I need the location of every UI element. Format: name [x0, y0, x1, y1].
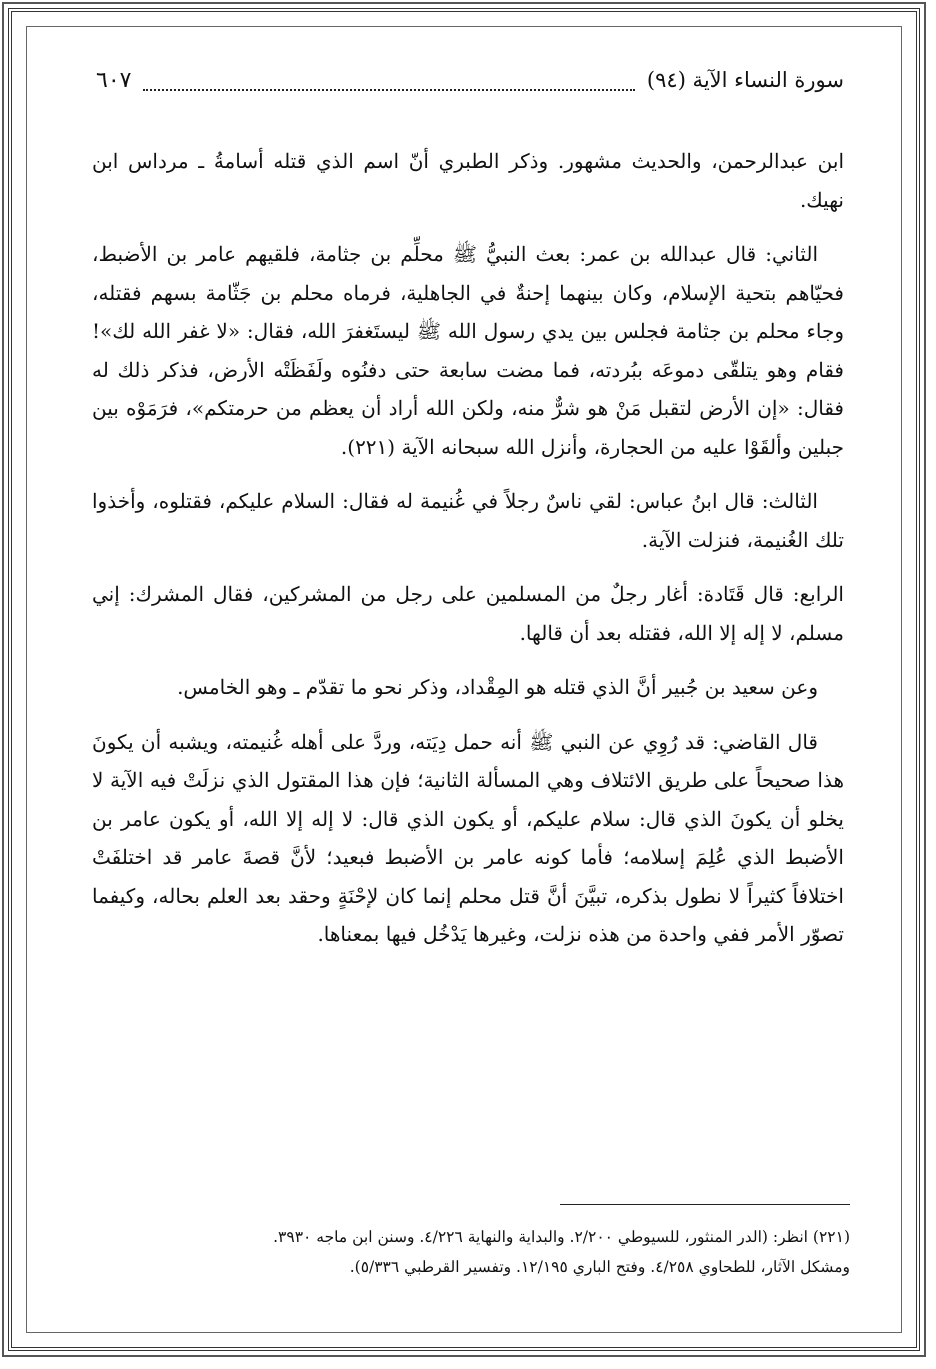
surah-title: سورة النساء الآية (٩٤)	[646, 68, 844, 92]
footnote-separator	[560, 1204, 850, 1205]
page-number: ٦٠٧	[96, 67, 132, 93]
paragraph-qadi-comment: قال القاضي: قد رُوِي عن النبي ﷺ أنه حمل دِيَته، وردَّ على أهله غُنيمته، ويشبه أن يكونَ هذا صحيحاً على طريق الائتلاف وهي المسألة الثانية؛ فإن هذا المقتول الذي نزلَتْ فيه الآية لا يخلو أن يكونَ الذي قال: سلام عليكم، أو يكون الذي قال: لا إله إلا الله، أو يكون عامر بن الأضبط الذي عُلِمَ إسلامه؛ فأما كونه عامر بن الأضبط فبعيد؛ لأنَّ قصةَ عامر قد اختلفَتْ اختلافاً كثيراً لا نطول بذكره، تبيَّنَ أنَّ قتل محلم إنما كان لإحْنَةٍ وحقد بعد العلم بحاله، وكيفما تصوّر الأمر ففي واحدة من هذه نزلت، وغيرها يَدْخُل فيها بمعناها.	[92, 729, 844, 946]
footnote-line: ومشكل الآثار، للطحاوي ٤/٢٥٨. وفتح الباري ١٢/١٩٥. وتفسير القرطبي ٥/٣٣٦).	[349, 1258, 850, 1276]
footnote	[92, 1222, 850, 1282]
paragraph-fourth-opinion: الرابع: قال قَتَادة: أغار رجلٌ من المسلمين على رجل من المشركين، فقال المشرك: إني مسلم، لا إله إلا الله، فقتله بعد أن قالها.	[92, 582, 844, 645]
paragraph-fifth-opinion: وعن سعيد بن جُبير أنَّ الذي قتله هو المِقْداد، وذكر نحو ما تقدّم ـ وهو الخامس.	[177, 675, 818, 699]
paragraph-third-opinion: الثالث: قال ابنُ عباس: لقي ناسٌ رجلاً في غُنيمة له فقال: السلام عليكم، فقتلوه، وأخذوا تلك الغُنيمة، فنزلت الآية.	[92, 489, 844, 552]
main-text	[92, 142, 844, 970]
dot-leader	[143, 81, 634, 91]
paragraph-continuation: ابن عبدالرحمن، والحديث مشهور. وذكر الطبري أنّ اسم الذي قتله أسامةُ ـ مرداس ابن نهيك.	[92, 149, 845, 212]
footnote-line: (٢٢١) انظر: (الدر المنثور، للسيوطي ٢/٢٠٠. والبداية والنهاية ٤/٢٢٦. وسنن ابن ماجه ٣٩٣٠.	[273, 1228, 850, 1246]
paragraph-second-opinion: الثاني: قال عبدالله بن عمر: بعث النبيُّ ﷺ محلِّم بن جثامة، فلقيهم عامر بن الأضبط، فحيّاهم بتحية الإسلام، وكان بينهما إحنةٌ في الجاهلية، فرماه محلم بن جَثّامة بسهم فقتله، وجاء محلم بن جثامة فجلس بين يدي رسول الله ﷺ ليستَغفرَ الله، فقال: «لا غفر الله لك»! فقام وهو يتلقّى دموعَه ببُردته، فما مضت سابعة حتى دفنُوه ولَفَظَتْه الأرض، فذكر ذلك له فقال: «إن الأرض لتقبل مَنْ هو شرٌّ منه، ولكن الله أراد أن يعظم من حرمتكم»، فرَمَوْه بين جبلين وألقَوْا عليه من الحجارة، وأنزل الله سبحانه الآية (٢٢١).	[92, 242, 844, 459]
running-header	[96, 60, 844, 100]
